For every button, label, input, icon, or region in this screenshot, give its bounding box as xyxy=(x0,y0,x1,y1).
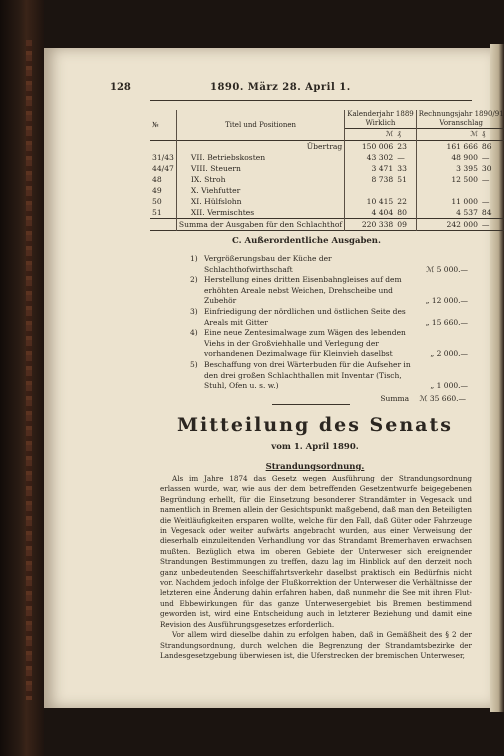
row-title: VII. Betriebskosten xyxy=(176,152,344,163)
unit-pf-2: ₰ xyxy=(481,130,486,138)
row-budget-mark: 48 900 xyxy=(416,152,480,163)
announcement-subtitle: Strandungsordnung. xyxy=(265,462,365,472)
table-row xyxy=(150,141,504,153)
sum-value: ℳ 35 660.— xyxy=(419,393,466,403)
col-actual-header xyxy=(345,110,417,129)
item-amount: ℳ 5 000.— xyxy=(426,264,468,274)
sum-label: Summa xyxy=(380,393,410,403)
item-amount: „ 12 000.— xyxy=(425,296,468,306)
item-number: 3) xyxy=(190,306,198,316)
row-number: 51 xyxy=(152,208,162,217)
col-actual-sub: Wirklich xyxy=(365,119,396,127)
row-actual-mark: 150 006 xyxy=(345,141,396,153)
row-actual-mark: 4 404 xyxy=(345,207,396,219)
running-head-title: 1890. März 28. April 1. xyxy=(210,82,351,93)
row-budget-mark: 4 537 xyxy=(416,207,480,219)
table-total-row xyxy=(150,219,504,231)
row-number xyxy=(150,141,176,153)
section-c-sum xyxy=(190,394,470,405)
list-item xyxy=(190,307,470,328)
row-budget-mark: 12 500 xyxy=(416,174,480,185)
item-text: Vergrößerungsbau der Küche der Schlachthofwirthschaft xyxy=(204,254,332,274)
row-budget-mark: 161 666 xyxy=(416,141,480,153)
row-number: 49 xyxy=(152,186,162,195)
section-divider xyxy=(272,404,350,405)
row-budget-pf: 84 xyxy=(481,208,492,217)
book-spine xyxy=(0,0,44,756)
row-actual-pf xyxy=(395,185,416,196)
item-amount: „ 2 000.— xyxy=(430,349,468,359)
unit-mark: ℳ xyxy=(345,129,396,141)
row-number xyxy=(150,219,176,231)
row-actual-mark: 220 338 xyxy=(345,219,396,231)
header-rule xyxy=(150,100,472,101)
announcement-title: Mitteilung des Senats xyxy=(177,414,453,436)
paragraph: Vor allem wird dieselbe dahin zu erfolgen haben, daß in Gemäßheit des § 2 der Strandungsordnung, durch welchen die Begrenzung der Strandamtsbezirke der Landesgesetzgebung überwiesen ist, die Uferstrecken der bremischen Unterweser, xyxy=(160,630,472,660)
col-budget-title: Rechnungsjahr 1890/91 xyxy=(418,110,504,118)
row-actual-pf: 22 xyxy=(397,197,407,206)
item-text: Einfriedigung der nördlichen und östlichen Seite des Areals mit Gitter xyxy=(204,306,406,327)
row-title: XII. Vermischtes xyxy=(176,207,344,219)
row-budget-pf: — xyxy=(481,197,490,206)
col-number-header: № xyxy=(152,120,159,129)
unit-mark-2: ℳ xyxy=(416,129,480,141)
announcement-date: vom 1. April 1890. xyxy=(271,442,359,452)
item-text: Herstellung eines dritten Eisenbahngleises auf dem erhöhten Areale nebst Weichen, Drehscheibe und Zubehör xyxy=(204,275,402,306)
row-title: Übertrag xyxy=(176,141,344,153)
expenses-table xyxy=(150,110,504,231)
col-title-header: Titel und Positionen xyxy=(176,110,344,141)
row-budget-pf xyxy=(480,185,504,196)
col-budget-header xyxy=(416,110,504,129)
table-row xyxy=(150,163,504,174)
list-item xyxy=(190,254,470,275)
item-amount: „ 1 000.— xyxy=(430,381,468,391)
item-amount: „ 15 660.— xyxy=(425,317,468,327)
row-actual-mark: 43 302 xyxy=(345,152,396,163)
item-text: Beschaffung von drei Wärterbuden für die Aufseher in den drei großen Schlachthallen mit Inventar (Tisch, Stuhl, Ofen u. s. w.) xyxy=(204,359,411,391)
row-number: 44/47 xyxy=(152,164,174,173)
announcement-body xyxy=(160,474,472,661)
row-actual-mark: 10 415 xyxy=(345,196,396,207)
row-budget-pf: 30 xyxy=(481,164,492,173)
row-budget-pf: — xyxy=(481,220,490,229)
row-title: IX. Stroh xyxy=(176,174,344,185)
item-number: 4) xyxy=(190,328,198,338)
row-number: 50 xyxy=(152,197,162,206)
row-actual-mark xyxy=(345,185,396,196)
row-title: VIII. Steuern xyxy=(176,163,344,174)
item-text: Eine neue Zentesimalwage zum Wägen des lebenden Viehs in der Großviehhalle und Verlegung der vorhandenen Dezimalwage für Kleinvieh daselbst xyxy=(204,328,406,359)
table-row xyxy=(150,174,504,185)
row-budget-mark: 3 395 xyxy=(416,163,480,174)
table-row xyxy=(150,207,504,219)
item-number: 2) xyxy=(190,275,198,285)
row-budget-mark xyxy=(416,185,480,196)
extraordinary-expenses-list xyxy=(190,254,470,404)
running-header xyxy=(110,82,370,98)
unit-pf: ₰ xyxy=(397,130,401,138)
row-actual-pf: 09 xyxy=(397,220,407,229)
item-number: 1) xyxy=(190,254,198,263)
paragraph: Als im Jahre 1874 das Gesetz wegen Ausführung der Strandungsordnung erlassen wurde, war, wie aus der dem betreffenden Gesetzentwurfe beigegebenen Begründung erhellt, für die Einsetzung besonderer Strandämter in Vegesack und namentlich in Bremen allein der Gesichtspunkt maßgebend, daß man den Beteiligten die Weitläufigkeiten ersparen wollte, welche für den Fall, daß Güter oder Fahrzeuge in Vegesack oder weiter aufwärts angebracht wurden, aus einer Verweisung der dieserhalb einzuleitenden Verhandlung vor das Strandamt Bremerhaven erwachsen mußten. Bezüglich etwa im oberen Gebiete der Unterweser sich ereignender Strandungen Bestimmungen zu treffen, dazu lag im Hinblick auf den derzeit noch ganz unbedeutenden Seeschiffahrtsverkehr daselbst praktisch ein Bedürfnis nicht vor. Nachdem jedoch infolge der Flußkorrektion der Unterweser die Verhältnisse der letzteren eine Änderung dahin erfahren haben, daß nunmehr die See mit ihren Flut- und Ebbewirkungen für das ganze Unterwesergebiet bis Bremen bestimmend geworden ist, wird eine Entscheidung auch in letzterer Beziehung und damit eine Revision des Ausführungsgesetzes erforderlich. xyxy=(160,474,472,629)
row-title: Summa der Ausgaben für den Schlachthof xyxy=(176,219,344,231)
row-title: X. Viehfutter xyxy=(176,185,344,196)
row-actual-pf: 80 xyxy=(397,208,407,217)
row-title: XI. Hülfslohn xyxy=(176,196,344,207)
row-budget-mark: 242 000 xyxy=(416,219,480,231)
table-row xyxy=(150,152,504,163)
row-number: 48 xyxy=(152,175,162,184)
row-actual-pf: 33 xyxy=(397,164,407,173)
row-actual-pf: 51 xyxy=(397,175,407,184)
row-budget-mark: 11 000 xyxy=(416,196,480,207)
row-budget-pf: — xyxy=(481,175,490,184)
row-actual-pf: 23 xyxy=(397,142,407,151)
row-actual-pf: — xyxy=(397,153,405,162)
item-number: 5) xyxy=(190,359,198,369)
table-row xyxy=(150,185,504,196)
table-row xyxy=(150,196,504,207)
list-item xyxy=(190,275,470,307)
row-actual-mark: 8 738 xyxy=(345,174,396,185)
section-c-title: C. Außerordentliche Ausgaben. xyxy=(232,236,381,246)
row-budget-pf: 86 xyxy=(481,142,492,151)
row-actual-mark: 3 471 xyxy=(345,163,396,174)
row-budget-pf: — xyxy=(481,153,490,162)
col-actual-title: Kalenderjahr 1889 xyxy=(347,110,414,118)
col-budget-sub: Voranschlag xyxy=(439,119,483,127)
page-number: 128 xyxy=(110,82,131,93)
list-item xyxy=(190,360,470,392)
list-item xyxy=(190,328,470,360)
row-number: 31/43 xyxy=(152,153,174,162)
